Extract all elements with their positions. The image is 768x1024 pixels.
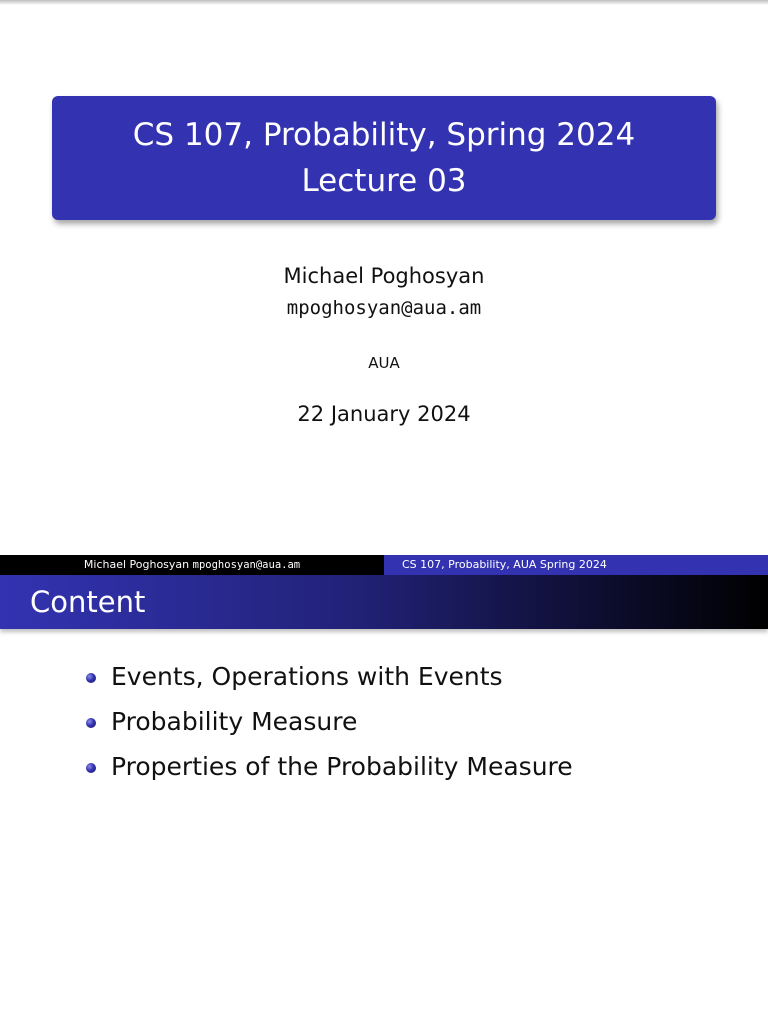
page-top-edge (0, 0, 768, 5)
institute: AUA (368, 354, 400, 372)
frame-title: Content (30, 585, 146, 619)
footer-email: mpoghosyan@aua.am (192, 559, 301, 571)
list-item-text: Properties of the Probability Measure (111, 752, 573, 781)
bullet-icon (86, 763, 96, 773)
author-name: Michael Poghosyan (283, 264, 485, 288)
footer-course: CS 107, Probability, AUA Spring 2024 (402, 558, 607, 571)
footer-author-box (0, 555, 384, 575)
list-item (86, 699, 573, 744)
presentation-title: CS 107, Probability, Spring 2024 (132, 117, 636, 153)
presentation-subtitle: Lecture 03 (301, 163, 467, 199)
list-item (86, 654, 573, 699)
list-item (86, 744, 573, 789)
bullet-icon (86, 673, 96, 683)
bullet-icon (86, 718, 96, 728)
footer-course-box (384, 555, 768, 575)
content-list (86, 654, 573, 789)
list-item-text: Probability Measure (111, 707, 358, 736)
frame-title-bar (0, 575, 768, 629)
presentation-date: 22 January 2024 (297, 402, 471, 426)
list-item-text: Events, Operations with Events (111, 662, 503, 691)
footer-author: Michael Poghosyan (83, 558, 190, 571)
slide-footer (0, 555, 768, 575)
title-block (52, 96, 716, 220)
author-email: mpoghosyan@aua.am (286, 297, 482, 319)
